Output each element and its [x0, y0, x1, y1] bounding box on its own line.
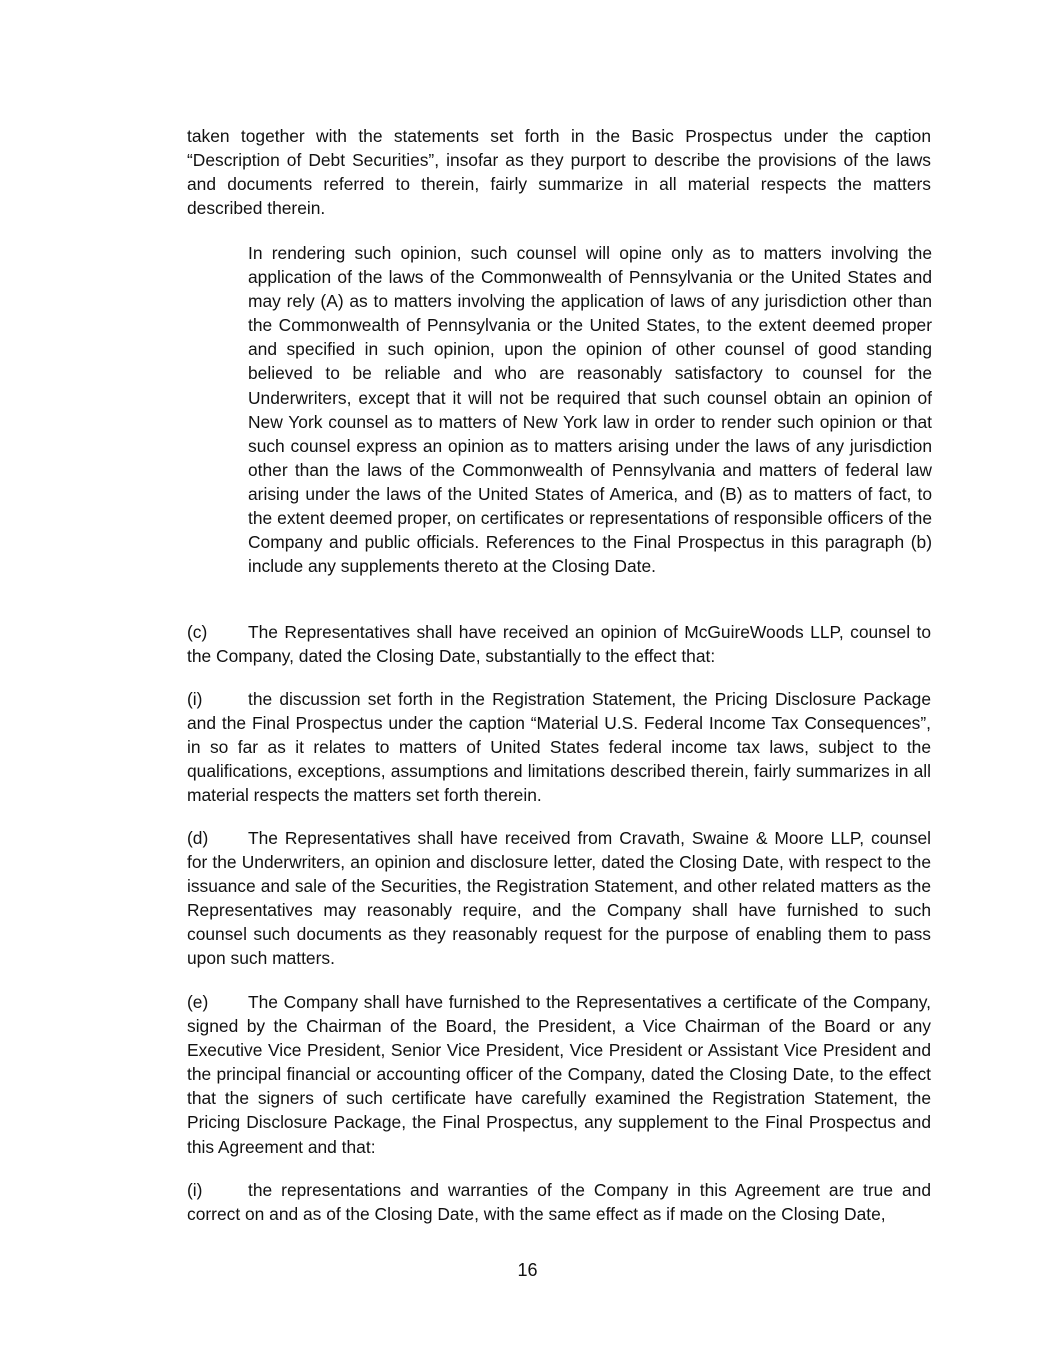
paragraph-text: The Representatives shall have received an opinion of McGuireWoods LLP, counsel to the Company, dated the Closing Date, substantially to the effect that:	[187, 622, 931, 667]
paragraph-label: (e)	[187, 992, 209, 1012]
paragraph-opinion-reliance	[248, 241, 932, 578]
paragraph-text: The Representatives shall have received from Cravath, Swaine & Moore LLP, counsel for the Underwriters, an opinion and disclosure letter, dated the Closing Date, with respect to the issuance and sale of the Securities, the Registration Statement, and other related matters as the Representatives may reasonably require, and the Company shall have furnished to such counsel such documents as they reasonably request for the purpose of enabling them to pass upon such matters.	[187, 828, 931, 969]
paragraph-text: In rendering such opinion, such counsel will opine only as to matters involving the application of the laws of the Commonwealth of Pennsylvania or the United States and may rely (A) as to matters involving the application of laws of any jurisdiction other than the Commonwealth of Pennsylvania or the United States, to the extent deemed proper and specified in such opinion, upon the opinion of other counsel of good standing believed to be reliable and who are reasonably satisfactory to counsel for the Underwriters, except that it will not be required that such counsel obtain an opinion of New York counsel as to matters of New York law in order to render such opinion or that such counsel express an opinion as to matters arising under the laws of any jurisdiction other than the laws of the Commonwealth of Pennsylvania and matters of federal law arising under the laws of the United States of America, and (B) as to matters of fact, to the extent deemed proper, on certificates or representations of responsible officers of the Company and public officials. References to the Final Prospectus in this paragraph (b) include any supplements thereto at the Closing Date.	[248, 243, 932, 577]
paragraph-e	[187, 990, 931, 1159]
paragraph-text: The Company shall have furnished to the Representatives a certificate of the Company, signed by the Chairman of the Board, the President, a Vice Chairman of the Board or any Executive Vice President, Senior Vice President, Vice President or Assistant Vice President and the principal financial or accounting officer of the Company, dated the Closing Date, to the effect that the signers of such certificate have carefully examined the Registration Statement, the Pricing Disclosure Package, the Final Prospectus, any supplement to the Final Prospectus and this Agreement and that:	[187, 992, 931, 1157]
paragraph-c	[187, 620, 931, 668]
paragraph-c-i	[187, 687, 931, 807]
paragraph-text: the discussion set forth in the Registration Statement, the Pricing Disclosure Package and the Final Prospectus under the caption “Material U.S. Federal Income Tax Consequences”, in so far as it relates to matters of United States federal income tax laws, subject to the qualifications, exceptions, assumptions and limitations described therein, fairly summarizes in all material respects the matters set forth therein.	[187, 689, 931, 806]
paragraph-label: (d)	[187, 828, 209, 848]
paragraph-label: (i)	[187, 689, 203, 709]
paragraph-text: the representations and warranties of the Company in this Agreement are true and correct on and as of the Closing Date, with the same effect as if made on the Closing Date,	[187, 1180, 931, 1225]
paragraph-e-i	[187, 1178, 931, 1226]
paragraph-label: (c)	[187, 622, 208, 642]
paragraph-text: taken together with the statements set forth in the Basic Prospectus under the caption “Description of Debt Securities”, insofar as they purport to describe the provisions of the laws and documents referred to therein, fairly summarize in all material respects the matters described therein.	[187, 126, 931, 219]
page-number: 16	[517, 1260, 538, 1280]
paragraph-caption-summary	[187, 124, 931, 220]
paragraph-d	[187, 826, 931, 971]
paragraph-label: (i)	[187, 1180, 203, 1200]
